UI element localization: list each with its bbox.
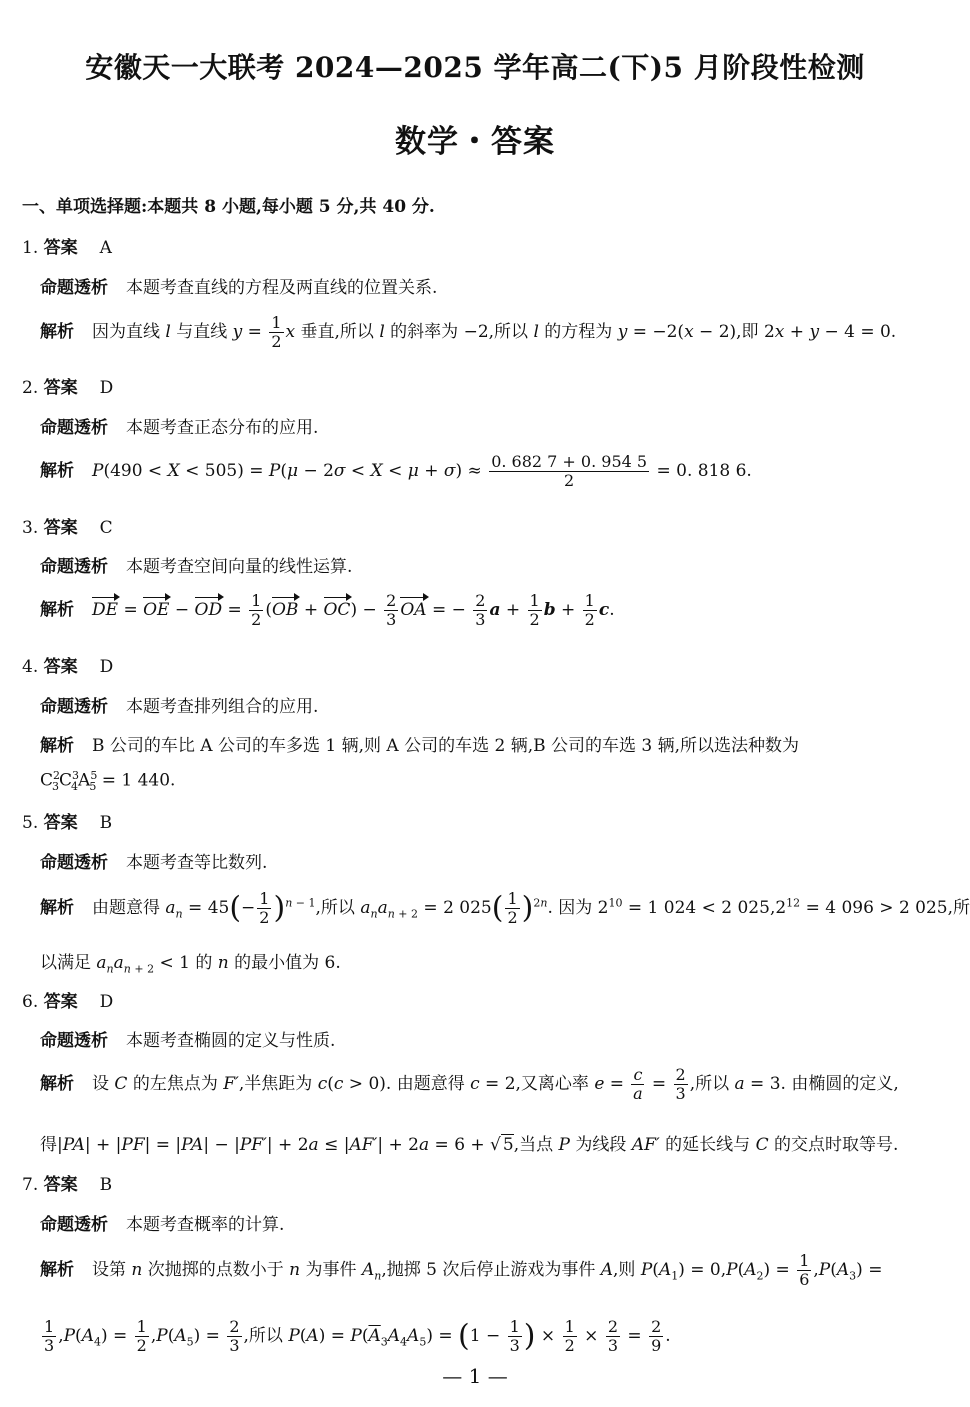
question-4-analysis-cont: $C^2_3C^3_4A^5_5 = 1$ 440. — [40, 769, 176, 794]
question-number: 4. — [22, 657, 39, 677]
question-6-answer-row — [22, 987, 113, 1012]
analysis-label: 解析 — [40, 736, 74, 756]
intent-label: 命题透析 — [40, 278, 108, 298]
intent-label: 命题透析 — [40, 557, 108, 577]
question-1-answer-row — [22, 233, 112, 258]
question-3-intent — [40, 552, 352, 577]
question-6-intent — [40, 1026, 335, 1051]
answer-value: B — [99, 1175, 113, 1195]
answer-value: D — [99, 378, 114, 398]
question-5-answer-row — [22, 808, 112, 833]
question-5-analysis: 解析 由题意得 $a_n = 45(-$ $\frac{1}{2}$ )$^{n - 1}$,所以 $a_na_{n + 2} = 2$ 025( $\frac{1}{2}$ )$^{2n}$. 因为 $2^{10} = 1$ 024 < 2 $025,2^{12} = 4$ 096 > 2 025,所 — [40, 889, 970, 927]
answer-value: B — [99, 813, 113, 833]
analysis-label: 解析 — [40, 461, 74, 481]
intent-text: 本题考查空间向量的线性运算. — [126, 557, 353, 577]
question-3-answer-row — [22, 513, 113, 538]
answer-label: 答案 — [43, 992, 78, 1012]
analysis-label: 解析 — [40, 1260, 74, 1280]
intent-label: 命题透析 — [40, 1031, 108, 1051]
intent-label: 命题透析 — [40, 697, 108, 717]
question-1-analysis: 解析 因为直线 l 与直线 y = $\frac{1}{2}$ x 垂直,所以 l 的斜率为 −2,所以 l 的方程为 y = −2(x − 2),即 2x + y − 4 = 0. — [40, 313, 897, 351]
answer-value: A — [99, 238, 112, 258]
answer-value: D — [99, 992, 114, 1012]
intent-text: 本题考查正态分布的应用. — [126, 418, 319, 438]
analysis-label: 解析 — [40, 1074, 74, 1094]
question-4-analysis: 解析 B 公司的车比 A 公司的车多选 1 辆,则 A 公司的车选 2 辆,B 公司的车选 3 辆,所以选法种数为 — [40, 736, 800, 756]
answer-value: D — [99, 657, 114, 677]
intent-label: 命题透析 — [40, 418, 108, 438]
question-number: 3. — [22, 518, 39, 538]
analysis-label: 解析 — [40, 600, 74, 620]
answer-label: 答案 — [43, 1175, 78, 1195]
document-title: 安徽天一大联考 2024—2025 学年高二(下)5 月阶段性检测 — [85, 51, 865, 84]
question-6-analysis: 解析 设 C 的左焦点为 F′,半焦距为 c(c > 0). 由题意得 c = 2,又离心率 e = $\frac{c}{a}$ = $\frac{2}{3}$ ,所以 a = 3. 由椭圆的定义, — [40, 1065, 899, 1103]
answer-label: 答案 — [43, 813, 78, 833]
intent-label: 命题透析 — [40, 853, 108, 873]
analysis-label: 解析 — [40, 322, 74, 342]
analysis-label: 解析 — [40, 898, 74, 918]
answer-label: 答案 — [43, 238, 78, 258]
question-number: 7. — [22, 1175, 39, 1195]
answer-label: 答案 — [43, 378, 78, 398]
question-4-intent — [40, 692, 318, 717]
question-2-answer-row — [22, 373, 113, 398]
question-number: 2. — [22, 378, 39, 398]
question-7-analysis-cont: $\frac{1}{3}$ $,P(A_4)$ = $\frac{1}{2}$ $,P(A_5)$ = $\frac{2}{3}$ ,所以 $P(A) = P(\overline{A}_3A_4A_5) = (1$ − $\frac{1}{3}$ ) × $\frac{1}{2}$ × $\frac{2}{3}$ = $\frac{2}{9}$ . — [44, 1317, 671, 1355]
question-2-intent — [40, 413, 318, 438]
question-1-intent — [40, 273, 437, 298]
intent-text: 本题考查概率的计算. — [126, 1215, 285, 1235]
question-number: 6. — [22, 992, 39, 1012]
intent-text: 本题考查直线的方程及两直线的位置关系. — [126, 278, 438, 298]
question-5-intent — [40, 848, 267, 873]
question-4-answer-row — [22, 652, 113, 677]
section-heading: 一、单项选择题:本题共 8 小题,每小题 5 分,共 40 分. — [22, 197, 435, 217]
question-2-analysis: 解析 P(490 < X < 505) = P(μ − 2σ < X < μ + σ) ≈ $\frac{0. 682 7 + 0. 954 5}{2}$ = 0. 818 6. — [40, 452, 752, 490]
question-7-intent — [40, 1210, 284, 1235]
answer-label: 答案 — [43, 518, 78, 538]
question-7-answer-row — [22, 1170, 112, 1195]
intent-text: 本题考查等比数列. — [126, 853, 268, 873]
question-number: 1. — [22, 238, 39, 258]
question-3-analysis: 解析 DE = OE − OD = $\frac{1}{2}$ (OB + OC) − $\frac{2}{3}$ OA = − $\frac{2}{3}$ a + $\frac{1}{2}$ b + $\frac{1}{2}$ c. — [40, 591, 615, 629]
question-7-analysis: 解析 设第 n 次抛掷的点数小于 n 为事件 $A_n$,抛掷 5 次后停止游戏为事件 A,则 $P(A_1) = 0,P(A_2)$ = $\frac{1}{6}$ $,P(A_3)$ = — [40, 1251, 883, 1289]
intent-text: 本题考查排列组合的应用. — [126, 697, 319, 717]
question-6-analysis-cont: 得|PA| + |PF| = |PA| − |PF′| + 2a ≤ |AF′| + 2a = 6 + √ 5,当点 P 为线段 AF′ 的延长线与 C 的交点时取等号. — [40, 1135, 899, 1155]
question-5-analysis-cont: 以满足 $a_na_{n + 2} < 1$ 的 n 的最小值为 6. — [40, 953, 341, 976]
answer-label: 答案 — [43, 657, 78, 677]
intent-text: 本题考查椭圆的定义与性质. — [126, 1031, 336, 1051]
intent-label: 命题透析 — [40, 1215, 108, 1235]
question-number: 5. — [22, 813, 39, 833]
answer-value: C — [99, 518, 113, 538]
document-subtitle: 数学・答案 — [395, 124, 555, 160]
page-number: — 1 — — [442, 1364, 508, 1388]
